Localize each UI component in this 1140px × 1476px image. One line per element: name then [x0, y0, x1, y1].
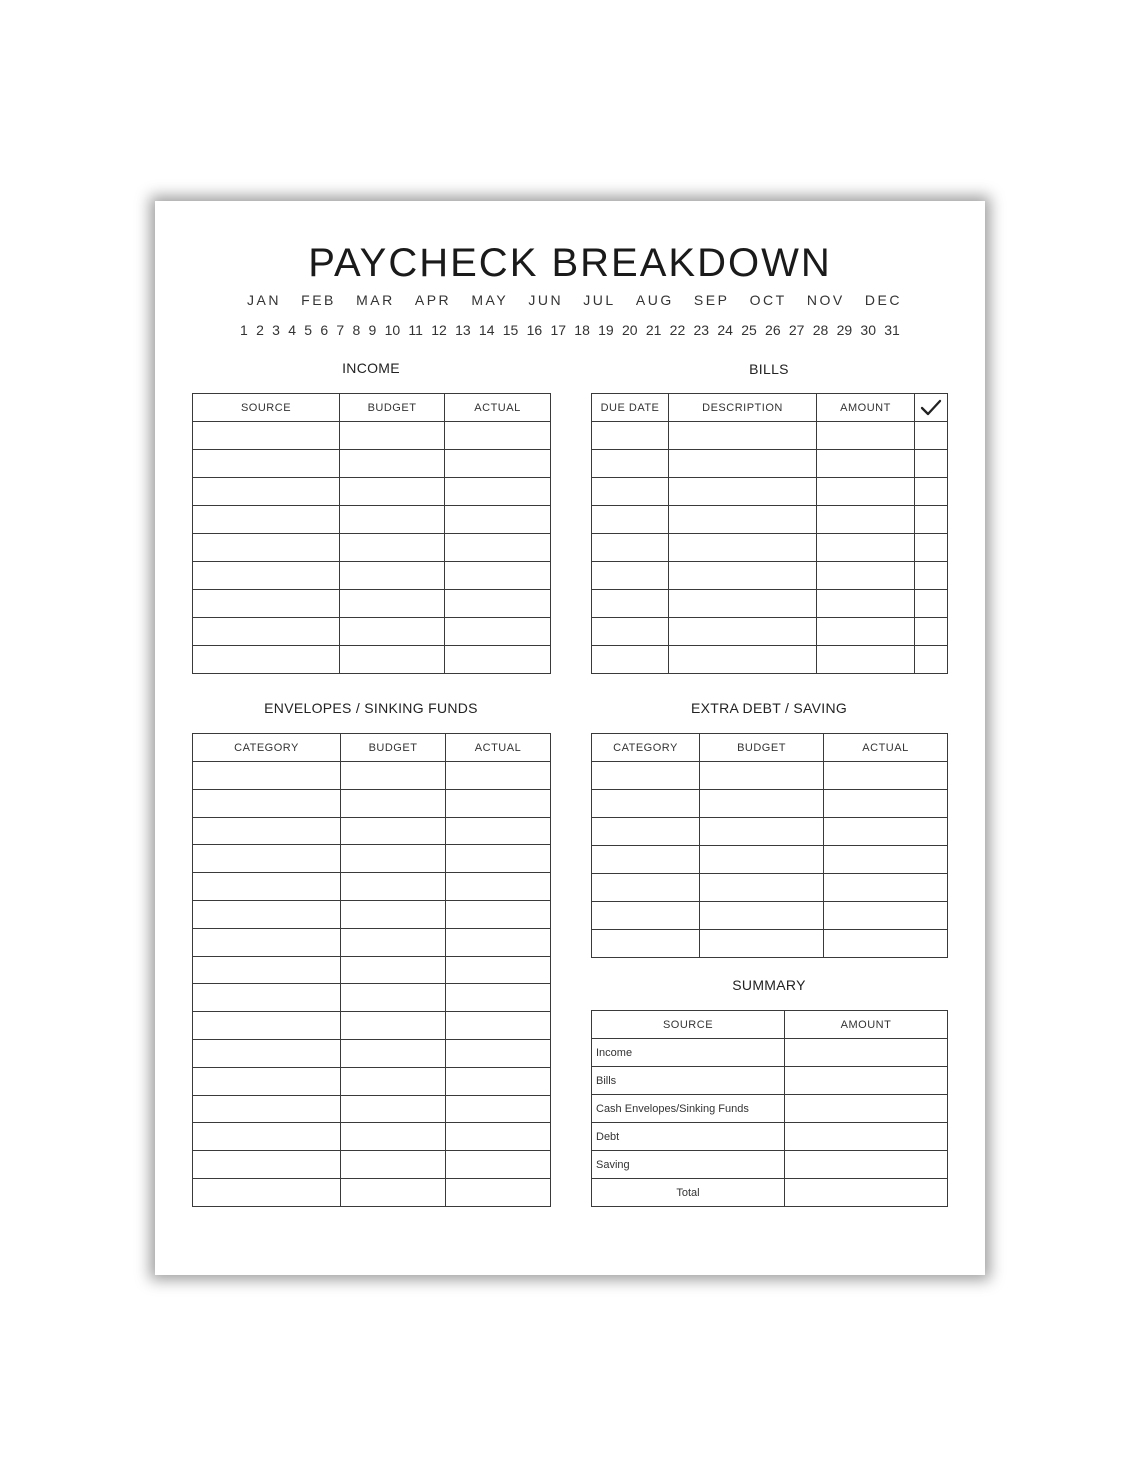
- envelopes-row: [193, 845, 551, 873]
- extra-cell[interactable]: [592, 762, 700, 790]
- bills-cell[interactable]: [817, 590, 915, 618]
- income-cell[interactable]: [340, 618, 445, 646]
- extra-cell[interactable]: [700, 846, 824, 874]
- envelopes-cell[interactable]: [446, 1067, 551, 1095]
- envelopes-cell[interactable]: [341, 928, 446, 956]
- bills-cell[interactable]: [592, 618, 669, 646]
- day-28: 28: [812, 322, 829, 338]
- summary-amount-cell[interactable]: [785, 1095, 948, 1123]
- extra-row: [592, 762, 948, 790]
- income-cell[interactable]: [445, 618, 551, 646]
- extra-cell[interactable]: [824, 762, 948, 790]
- extra-row: [592, 846, 948, 874]
- extra-cell[interactable]: [824, 902, 948, 930]
- day-1: 1: [240, 322, 248, 338]
- day-5: 5: [304, 322, 313, 338]
- extra-table: [591, 733, 948, 958]
- bills-header-description: DESCRIPTION: [669, 394, 817, 422]
- income-cell[interactable]: [193, 506, 340, 534]
- extra-cell[interactable]: [592, 846, 700, 874]
- day-8: 8: [352, 322, 361, 338]
- month-dec: DEC: [864, 292, 902, 308]
- extra-cell[interactable]: [824, 790, 948, 818]
- extra-row: [592, 902, 948, 930]
- income-row: [193, 506, 551, 534]
- summary-label: Cash Envelopes/Sinking Funds: [592, 1095, 785, 1123]
- planner-sheet: [155, 201, 985, 1275]
- income-cell[interactable]: [340, 450, 445, 478]
- envelopes-cell[interactable]: [341, 1039, 446, 1067]
- income-cell[interactable]: [193, 478, 340, 506]
- month-jan: JAN: [247, 292, 281, 308]
- extra-header-budget: BUDGET: [700, 734, 824, 762]
- page-title: PAYCHECK BREAKDOWN: [308, 241, 832, 285]
- extra-header-actual: ACTUAL: [824, 734, 948, 762]
- extra-cell[interactable]: [700, 902, 824, 930]
- income-cell[interactable]: [193, 534, 340, 562]
- day-6: 6: [320, 322, 329, 338]
- envelopes-cell[interactable]: [446, 1178, 551, 1206]
- envelopes-row: [193, 1178, 551, 1206]
- bills-cell[interactable]: [669, 562, 817, 590]
- envelopes-row: [193, 789, 551, 817]
- day-9: 9: [368, 322, 377, 338]
- envelopes-cell[interactable]: [193, 762, 341, 790]
- bills-cell[interactable]: [915, 422, 948, 450]
- envelopes-row: [193, 762, 551, 790]
- income-cell[interactable]: [193, 450, 340, 478]
- summary-rows: [592, 1039, 948, 1207]
- envelopes-cell[interactable]: [193, 1067, 341, 1095]
- day-26: 26: [765, 322, 781, 338]
- summary-title: SUMMARY: [732, 977, 806, 993]
- income-row: [193, 646, 551, 674]
- bills-rows: [592, 422, 948, 674]
- day-4: 4: [288, 322, 296, 338]
- envelopes-cell[interactable]: [446, 845, 551, 873]
- extra-cell[interactable]: [592, 930, 700, 958]
- income-row: [193, 450, 551, 478]
- income-cell[interactable]: [193, 590, 340, 618]
- extra-cell[interactable]: [700, 818, 824, 846]
- bills-cell[interactable]: [817, 534, 915, 562]
- envelopes-row: [193, 1039, 551, 1067]
- extra-cell[interactable]: [700, 790, 824, 818]
- extra-row: [592, 818, 948, 846]
- bills-row: [592, 534, 948, 562]
- bills-cell[interactable]: [817, 478, 915, 506]
- income-cell[interactable]: [445, 646, 551, 674]
- income-cell[interactable]: [193, 562, 340, 590]
- extra-cell[interactable]: [824, 818, 948, 846]
- envelopes-cell[interactable]: [446, 984, 551, 1012]
- income-cell[interactable]: [340, 562, 445, 590]
- income-table: [192, 393, 551, 674]
- income-cell[interactable]: [445, 506, 551, 534]
- income-rows: [193, 422, 551, 674]
- envelopes-row: [193, 900, 551, 928]
- envelopes-cell[interactable]: [193, 956, 341, 984]
- envelopes-cell[interactable]: [446, 1039, 551, 1067]
- envelopes-cell[interactable]: [341, 984, 446, 1012]
- income-title: INCOME: [342, 360, 400, 376]
- envelopes-cell[interactable]: [446, 1095, 551, 1123]
- extra-row: [592, 874, 948, 902]
- envelopes-row: [193, 817, 551, 845]
- income-cell[interactable]: [340, 534, 445, 562]
- month-sep: SEP: [693, 292, 730, 308]
- bills-row: [592, 422, 948, 450]
- envelopes-row: [193, 928, 551, 956]
- summary-label: Saving: [592, 1151, 785, 1179]
- bills-cell[interactable]: [669, 506, 817, 534]
- summary-row: [592, 1067, 948, 1095]
- income-header-actual: ACTUAL: [445, 394, 551, 422]
- checkmark-icon: [920, 399, 942, 417]
- envelopes-cell[interactable]: [193, 928, 341, 956]
- income-row: [193, 618, 551, 646]
- bills-cell[interactable]: [817, 618, 915, 646]
- extra-cell[interactable]: [700, 874, 824, 902]
- extra-cell[interactable]: [824, 846, 948, 874]
- envelopes-cell[interactable]: [341, 1178, 446, 1206]
- envelopes-cell[interactable]: [341, 817, 446, 845]
- envelopes-cell[interactable]: [193, 1039, 341, 1067]
- bills-cell[interactable]: [669, 422, 817, 450]
- bills-row: [592, 590, 948, 618]
- day-21: 21: [645, 322, 662, 338]
- summary-label: Income: [592, 1039, 785, 1067]
- day-11: 11: [408, 322, 423, 338]
- envelopes-cell[interactable]: [193, 1151, 341, 1179]
- extra-cell[interactable]: [592, 902, 700, 930]
- extra-row: [592, 930, 948, 958]
- envelopes-row: [193, 1151, 551, 1179]
- envelopes-cell[interactable]: [446, 789, 551, 817]
- day-29: 29: [836, 322, 853, 338]
- day-23: 23: [693, 322, 710, 338]
- envelopes-cell[interactable]: [446, 817, 551, 845]
- bills-cell[interactable]: [915, 450, 948, 478]
- month-apr: APR: [414, 292, 452, 308]
- envelopes-row: [193, 1067, 551, 1095]
- bills-cell[interactable]: [592, 534, 669, 562]
- day-20: 20: [621, 322, 638, 338]
- summary-label: Debt: [592, 1123, 785, 1151]
- income-cell[interactable]: [340, 590, 445, 618]
- envelopes-cell[interactable]: [193, 1123, 341, 1151]
- day-16: 16: [526, 322, 543, 338]
- bills-cell[interactable]: [669, 534, 817, 562]
- envelopes-cell[interactable]: [193, 1012, 341, 1040]
- income-cell[interactable]: [193, 422, 340, 450]
- envelopes-cell[interactable]: [341, 1123, 446, 1151]
- extra-cell[interactable]: [824, 874, 948, 902]
- extra-row: [592, 790, 948, 818]
- bills-cell[interactable]: [669, 450, 817, 478]
- envelopes-cell[interactable]: [193, 1178, 341, 1206]
- month-jul: JUL: [583, 292, 616, 308]
- month-feb: FEB: [301, 292, 336, 308]
- income-cell[interactable]: [340, 506, 445, 534]
- extra-cell[interactable]: [592, 818, 700, 846]
- month-may: MAY: [471, 292, 509, 308]
- bills-cell[interactable]: [592, 478, 669, 506]
- bills-cell[interactable]: [669, 478, 817, 506]
- envelopes-cell[interactable]: [193, 817, 341, 845]
- envelopes-cell[interactable]: [341, 1067, 446, 1095]
- envelopes-cell[interactable]: [193, 984, 341, 1012]
- envelopes-table: [192, 733, 551, 1207]
- bills-cell[interactable]: [915, 478, 948, 506]
- extra-cell[interactable]: [592, 874, 700, 902]
- envelopes-cell[interactable]: [193, 873, 341, 901]
- bills-cell[interactable]: [592, 646, 669, 674]
- envelopes-cell[interactable]: [341, 845, 446, 873]
- envelopes-cell[interactable]: [341, 1151, 446, 1179]
- day-13: 13: [455, 322, 471, 338]
- income-cell[interactable]: [445, 478, 551, 506]
- month-selector: [247, 292, 902, 308]
- month-mar: MAR: [356, 292, 395, 308]
- summary-total-cell[interactable]: [785, 1179, 948, 1207]
- extra-rows: [592, 762, 948, 958]
- day-7: 7: [336, 322, 345, 338]
- income-cell[interactable]: [340, 646, 445, 674]
- bills-cell[interactable]: [817, 450, 915, 478]
- day-30: 30: [860, 322, 876, 338]
- envelopes-title: ENVELOPES / SINKING FUNDS: [264, 700, 478, 716]
- summary-amount-cell[interactable]: [785, 1039, 948, 1067]
- envelopes-row: [193, 984, 551, 1012]
- envelopes-cell[interactable]: [341, 900, 446, 928]
- day-3: 3: [272, 322, 280, 338]
- bills-cell[interactable]: [915, 646, 948, 674]
- bills-row: [592, 450, 948, 478]
- bills-cell[interactable]: [915, 590, 948, 618]
- envelopes-row: [193, 1123, 551, 1151]
- envelopes-cell[interactable]: [446, 1151, 551, 1179]
- day-selector: [240, 322, 900, 338]
- month-aug: AUG: [635, 292, 674, 308]
- bills-cell[interactable]: [915, 534, 948, 562]
- envelopes-cell[interactable]: [341, 1095, 446, 1123]
- day-15: 15: [502, 322, 519, 338]
- income-cell[interactable]: [445, 450, 551, 478]
- bills-row: [592, 478, 948, 506]
- extra-cell[interactable]: [592, 790, 700, 818]
- day-25: 25: [741, 322, 757, 338]
- extra-header-category: CATEGORY: [592, 734, 700, 762]
- income-row: [193, 422, 551, 450]
- income-cell[interactable]: [445, 562, 551, 590]
- bills-cell[interactable]: [669, 618, 817, 646]
- income-cell[interactable]: [193, 646, 340, 674]
- envelopes-cell[interactable]: [193, 789, 341, 817]
- summary-amount-cell[interactable]: [785, 1123, 948, 1151]
- bills-cell[interactable]: [817, 422, 915, 450]
- income-cell[interactable]: [340, 422, 445, 450]
- bills-cell[interactable]: [592, 450, 669, 478]
- day-14: 14: [478, 322, 495, 338]
- bills-cell[interactable]: [592, 506, 669, 534]
- income-cell[interactable]: [445, 422, 551, 450]
- envelopes-rows: [193, 762, 551, 1207]
- envelopes-row: [193, 1095, 551, 1123]
- extra-cell[interactable]: [824, 930, 948, 958]
- envelopes-cell[interactable]: [193, 1095, 341, 1123]
- envelopes-cell[interactable]: [446, 1012, 551, 1040]
- envelopes-cell[interactable]: [446, 956, 551, 984]
- income-cell[interactable]: [445, 590, 551, 618]
- day-18: 18: [574, 322, 590, 338]
- day-27: 27: [788, 322, 805, 338]
- bills-cell[interactable]: [817, 646, 915, 674]
- bills-cell[interactable]: [817, 506, 915, 534]
- envelopes-cell[interactable]: [193, 900, 341, 928]
- summary-header-source: SOURCE: [592, 1011, 785, 1039]
- envelopes-cell[interactable]: [341, 873, 446, 901]
- summary-row: [592, 1095, 948, 1123]
- bills-cell[interactable]: [817, 562, 915, 590]
- bills-row: [592, 618, 948, 646]
- income-row: [193, 590, 551, 618]
- month-jun: JUN: [528, 292, 564, 308]
- bills-header-amount: AMOUNT: [817, 394, 915, 422]
- summary-row: [592, 1123, 948, 1151]
- bills-header-paid: [915, 394, 948, 422]
- envelopes-header-category: CATEGORY: [193, 734, 341, 762]
- bills-cell[interactable]: [915, 618, 948, 646]
- income-cell[interactable]: [193, 618, 340, 646]
- extra-title: EXTRA DEBT / SAVING: [690, 700, 848, 716]
- envelopes-cell[interactable]: [341, 1012, 446, 1040]
- envelopes-cell[interactable]: [446, 873, 551, 901]
- income-row: [193, 562, 551, 590]
- extra-cell[interactable]: [700, 762, 824, 790]
- month-nov: NOV: [806, 292, 845, 308]
- envelopes-cell[interactable]: [341, 956, 446, 984]
- bills-table: [591, 393, 948, 674]
- income-header-source: SOURCE: [193, 394, 340, 422]
- income-cell[interactable]: [340, 478, 445, 506]
- summary-amount-cell[interactable]: [785, 1067, 948, 1095]
- bills-cell[interactable]: [592, 562, 669, 590]
- day-12: 12: [431, 322, 447, 338]
- day-19: 19: [598, 322, 614, 338]
- bills-cell[interactable]: [592, 422, 669, 450]
- bills-cell[interactable]: [669, 590, 817, 618]
- day-31: 31: [884, 322, 900, 338]
- summary-total-label: Total: [592, 1179, 785, 1207]
- bills-row: [592, 646, 948, 674]
- bills-row: [592, 562, 948, 590]
- envelopes-row: [193, 956, 551, 984]
- bills-cell[interactable]: [669, 646, 817, 674]
- day-24: 24: [717, 322, 733, 338]
- bills-cell[interactable]: [915, 506, 948, 534]
- income-row: [193, 534, 551, 562]
- day-22: 22: [669, 322, 686, 338]
- bills-header-due-date: DUE DATE: [592, 394, 669, 422]
- summary-amount-cell[interactable]: [785, 1151, 948, 1179]
- envelopes-cell[interactable]: [341, 789, 446, 817]
- summary-total-row: [592, 1179, 948, 1207]
- summary-row: [592, 1039, 948, 1067]
- summary-table: [591, 1010, 948, 1207]
- bills-cell[interactable]: [592, 590, 669, 618]
- day-10: 10: [384, 322, 401, 338]
- month-oct: OCT: [749, 292, 787, 308]
- day-2: 2: [256, 322, 264, 338]
- envelopes-header-actual: ACTUAL: [446, 734, 551, 762]
- envelopes-cell[interactable]: [446, 1123, 551, 1151]
- envelopes-header-budget: BUDGET: [341, 734, 446, 762]
- income-row: [193, 478, 551, 506]
- envelopes-cell[interactable]: [446, 900, 551, 928]
- envelopes-row: [193, 873, 551, 901]
- envelopes-row: [193, 1012, 551, 1040]
- envelopes-cell[interactable]: [193, 845, 341, 873]
- extra-cell[interactable]: [700, 930, 824, 958]
- income-cell[interactable]: [445, 534, 551, 562]
- envelopes-cell[interactable]: [446, 762, 551, 790]
- summary-header-amount: AMOUNT: [785, 1011, 948, 1039]
- summary-row: [592, 1151, 948, 1179]
- income-header-budget: BUDGET: [340, 394, 445, 422]
- day-17: 17: [550, 322, 567, 338]
- envelopes-cell[interactable]: [341, 762, 446, 790]
- summary-label: Bills: [592, 1067, 785, 1095]
- bills-title: BILLS: [749, 361, 789, 377]
- envelopes-cell[interactable]: [446, 928, 551, 956]
- bills-row: [592, 506, 948, 534]
- bills-cell[interactable]: [915, 562, 948, 590]
